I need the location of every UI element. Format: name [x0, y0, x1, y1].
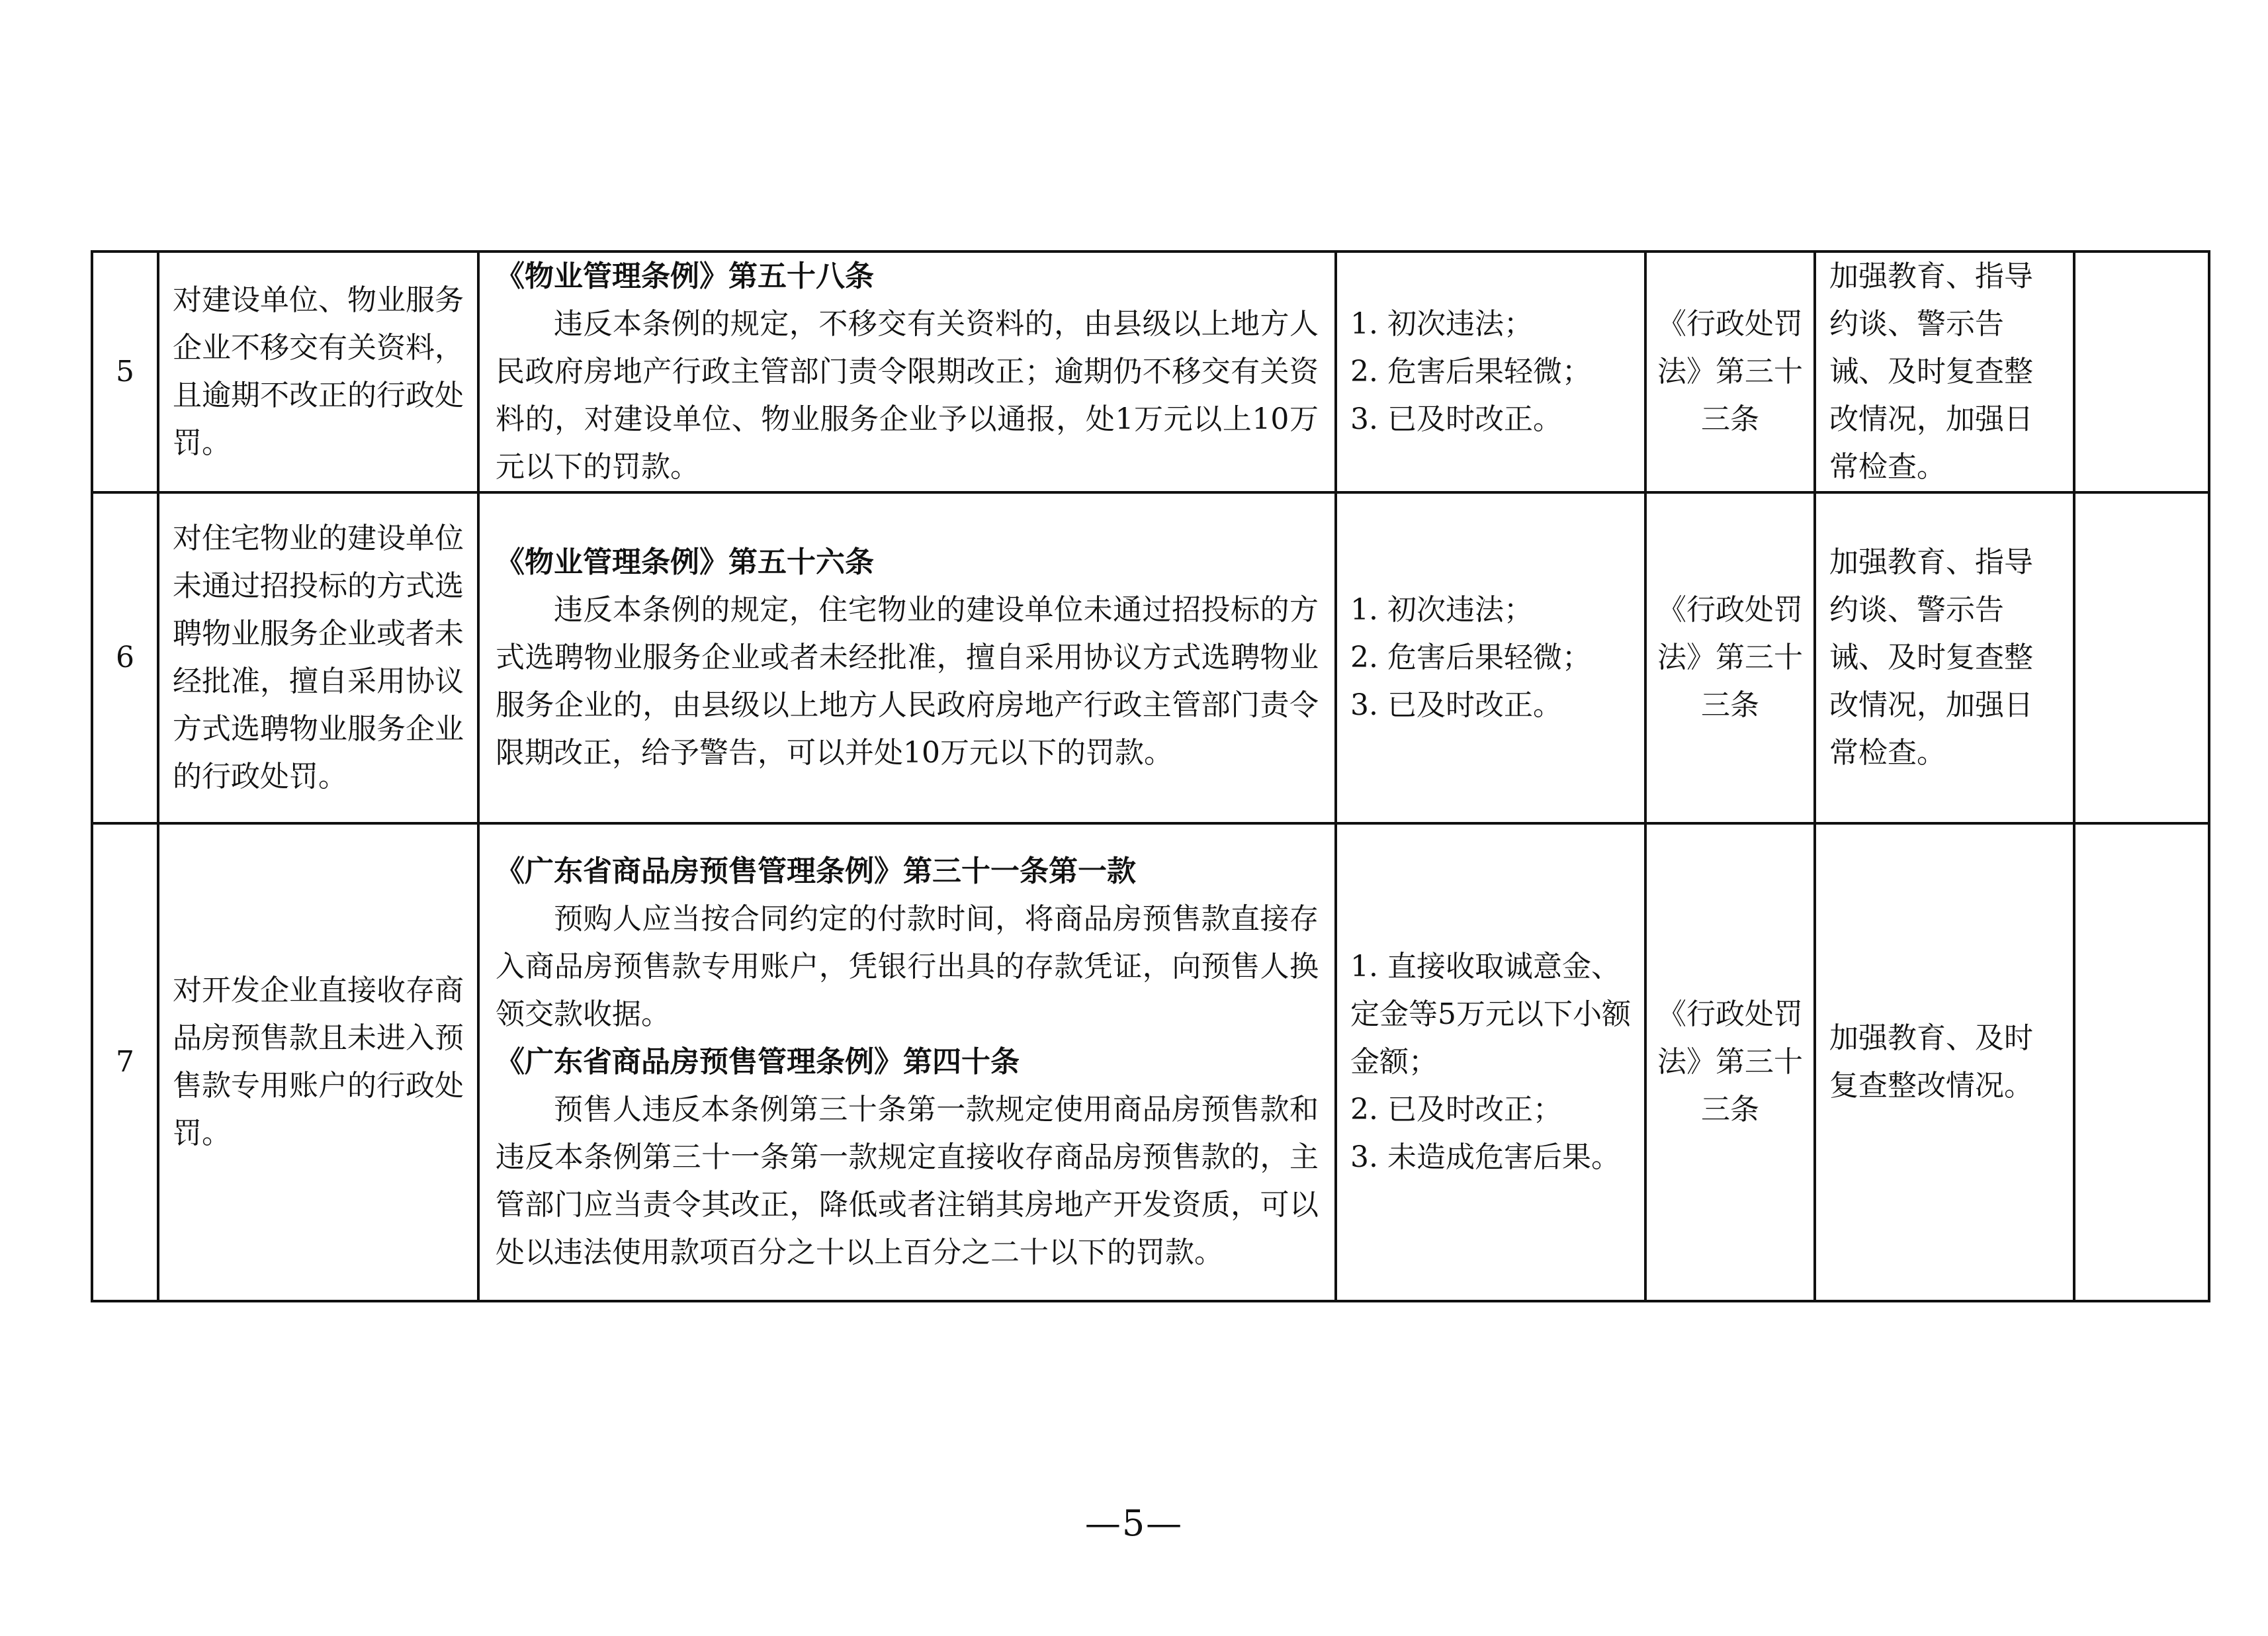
violation-matter: 对住宅物业的建设单位未通过招投标的方式选聘物业服务企业或者未经批准，擅自采用协议方式选聘物业服务企业的行政处罚。 — [158, 492, 478, 823]
condition-item: 3. 已及时改正。 — [1350, 688, 1562, 722]
condition-item: 2. 危害后果轻微； — [1350, 641, 1591, 674]
supervision-measures: 加强教育、指导约谈、警示告诫、及时复查整改情况，加强日常检查。 — [1815, 251, 2074, 492]
conditions — [1336, 823, 1645, 1301]
law-title: 《广东省商品房预售管理条例》第四十条 — [496, 1045, 1020, 1079]
row-number: 7 — [92, 823, 158, 1301]
table-row — [92, 492, 2209, 823]
violation-matter: 对建设单位、物业服务企业不移交有关资料，且逾期不改正的行政处罚。 — [158, 251, 478, 492]
page-number: —5— — [1084, 1502, 1184, 1544]
legal-reference: 《行政处罚法》第三十三条 — [1645, 823, 1815, 1301]
table-row — [92, 251, 2209, 492]
condition-item: 1. 初次违法； — [1350, 593, 1533, 627]
law-title: 《广东省商品房预售管理条例》第三十一条第一款 — [496, 854, 1136, 888]
legal-reference: 《行政处罚法》第三十三条 — [1645, 251, 1815, 492]
conditions — [1336, 492, 1645, 823]
law-body: 预购人应当按合同约定的付款时间，将商品房预售款直接存入商品房预售款专用账户，凭银行出具的存款凭证，向预售人换领交款收据。 — [496, 902, 1319, 1031]
remark-cell — [2074, 823, 2209, 1301]
remark-cell — [2074, 492, 2209, 823]
legal-reference: 《行政处罚法》第三十三条 — [1645, 492, 1815, 823]
condition-item: 2. 危害后果轻微； — [1350, 355, 1591, 388]
table-row — [92, 823, 2209, 1301]
supervision-measures: 加强教育、指导约谈、警示告诫、及时复查整改情况，加强日常检查。 — [1815, 492, 2074, 823]
supervision-measures: 加强教育、及时复查整改情况。 — [1815, 823, 2074, 1301]
legal-basis — [478, 823, 1336, 1301]
law-body: 预售人违反本条例第三十条第一款规定使用商品房预售款和违反本条例第三十一条第一款规定直接收存商品房预售款的，主管部门应当责令其改正，降低或者注销其房地产开发资质，可以处以违法使用款项百分之十以上百分之二十以下的罚款。 — [496, 1093, 1319, 1269]
law-body: 违反本条例的规定，不移交有关资料的，由县级以上地方人民政府房地产行政主管部门责令限期改正；逾期仍不移交有关资料的，对建设单位、物业服务企业予以通报，处1万元以上10万元以下的罚款。 — [496, 307, 1319, 484]
condition-item: 1. 直接收取诚意金、定金等5万元以下小额金额； — [1350, 950, 1631, 1079]
violation-matter: 对开发企业直接收存商品房预售款且未进入预售款专用账户的行政处罚。 — [158, 823, 478, 1301]
condition-item: 3. 已及时改正。 — [1350, 402, 1562, 436]
row-number: 5 — [92, 251, 158, 492]
remark-cell — [2074, 251, 2209, 492]
law-title: 《物业管理条例》第五十六条 — [496, 545, 874, 579]
condition-item: 1. 初次违法； — [1350, 307, 1533, 341]
condition-item: 2. 已及时改正； — [1350, 1093, 1562, 1126]
legal-basis — [478, 251, 1336, 492]
law-body: 违反本条例的规定，住宅物业的建设单位未通过招投标的方式选聘物业服务企业或者未经批准，擅自采用协议方式选聘物业服务企业的，由县级以上地方人民政府房地产行政主管部门责令限期改正，给予警告，可以并处10万元以下的罚款。 — [496, 593, 1319, 770]
legal-basis — [478, 492, 1336, 823]
row-number: 6 — [92, 492, 158, 823]
law-title: 《物业管理条例》第五十八条 — [496, 259, 874, 293]
condition-item: 3. 未造成危害后果。 — [1350, 1140, 1620, 1174]
penalty-exemption-table — [91, 250, 2210, 1302]
conditions — [1336, 251, 1645, 492]
